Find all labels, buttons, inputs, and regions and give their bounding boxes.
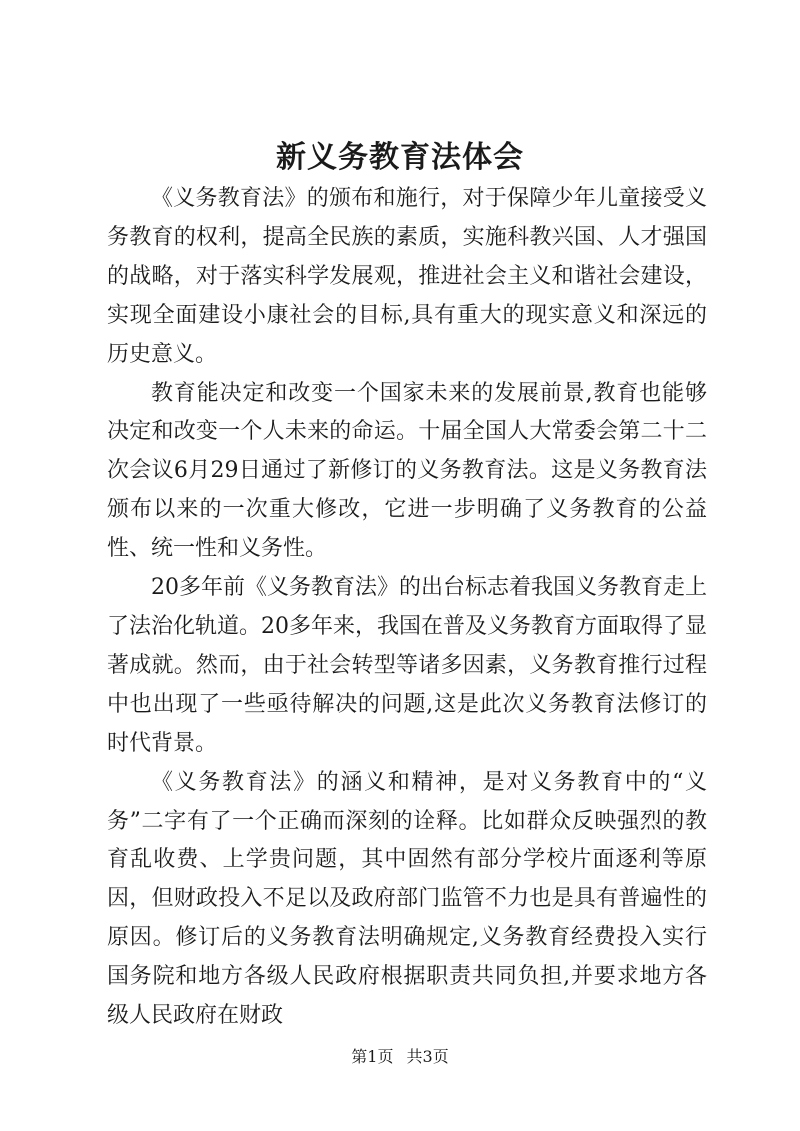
paragraph-4: 《义务教育法》的涵义和精神，是对义务教育中的“义务”二字有了一个正确而深刻的诠释。比如群众反映强烈的教育乱收费、上学贵问题，其中固然有部分学校片面逐利等原因，但财政投入不足以及政府部门监管不力也是具有普遍性的原因。修订后的义务教育法明确规定,义务教育经费投入实行国务院和地方各级人民政府根据职责共同负担,并要求地方各级人民政府在财政 [107, 769, 707, 1029]
page-footer [0, 1047, 800, 1067]
paragraph-2: 教育能决定和改变一个国家未来的发展前景,教育也能够决定和改变一个人未来的命运。十届全国人大常委会第二十二次会议6月29日通过了新修订的义务教育法。这是义务教育法颁布以来的一次重大修改，它进一步明确了义务教育的公益性、统一性和义务性。 [107, 380, 707, 562]
page-total: 共3页 [406, 1047, 449, 1066]
page-number: 第1页 [351, 1047, 394, 1066]
paragraph-1: 《义务教育法》的颁布和施行，对于保障少年儿童接受义务教育的权利，提高全民族的素质，实施科教兴国、人才强国的战略，对于落实科学发展观，推进社会主义和谐社会建设，实现全面建设小康社会的目标,具有重大的现实意义和深远的历史意义。 [107, 186, 707, 367]
paragraph-3: 20多年前《义务教育法》的出台标志着我国义务教育走上了法治化轨道。20多年来，我国在普及义务教育方面取得了显著成就。然而，由于社会转型等诸多因素，义务教育推行过程中也出现了一些亟待解决的问题,这是此次义务教育法修订的时代背景。 [107, 575, 707, 756]
document-title: 新义务教育法体会 [276, 140, 524, 175]
document-body [107, 180, 707, 1036]
